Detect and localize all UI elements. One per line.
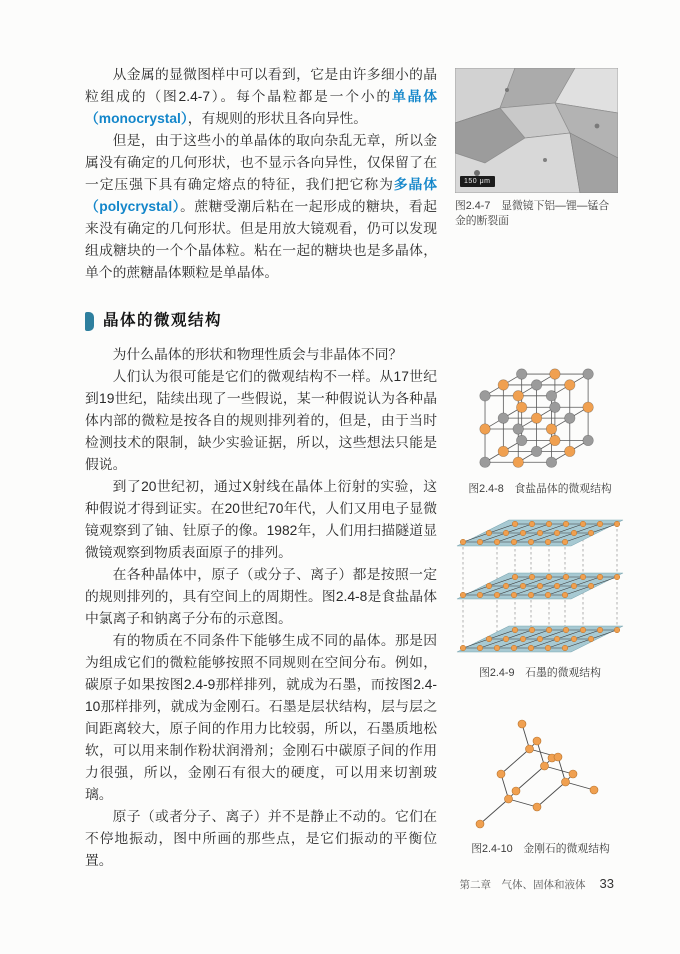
page-number: 33: [599, 876, 614, 891]
paragraph-periodicity: 在各种晶体中，原子（或分子、离子）都是按照一定的规则排列的，具有空间上的周期性。图2.4-8是食盐晶体中氯离子和钠离子分布的示意图。: [85, 567, 437, 626]
paragraph-vibration: 原子（或者分子、离子）并不是静止不动的。它们在不停地振动，图中所画的那些点，是它们振动的平衡位置。: [85, 809, 437, 868]
page-footer: [460, 876, 614, 892]
text-run: 。蔗糖受潮后粘在一起形成的糖块，看起来没有确定的几何形状。但是用放大镜观看，仍可以发现组成糖块的一个个晶体粒。粘在一起的糖块也是多晶体，单个的蔗糖晶体颗粒是单晶体。: [85, 199, 437, 280]
paragraph-carbon-forms: 有的物质在不同条件下能够生成不同的晶体。那是因为组成它们的微粒能够按照不同规则在空间分布。例如，碳原子如果按图2.4-9那样排列，就成为石墨，而按图2.4-10那样排列，就成为金刚石。石墨是层状结构，层与层之间距离较大，原子间的作用力比较弱，所以，石墨质地松软，可以用来制作粉状润滑剂；金刚石中碳原子间的作用力很强，所以，金刚石有很大的硬度，可以用来切割玻璃。: [85, 633, 437, 802]
term-polycrystal-cn: 多晶体: [393, 177, 438, 192]
term-monocrystal-cn: 单晶体: [392, 89, 438, 104]
figure-caption: 图2.4-8 食盐晶体的微观结构: [468, 483, 612, 495]
figure-diamond-lattice: [463, 696, 618, 857]
micrograph-image: [455, 68, 618, 193]
diamond-structure-diagram: [466, 696, 616, 836]
figure-salt-lattice: [465, 350, 615, 497]
term-polycrystal-en: （polycrystal）: [85, 199, 181, 214]
paragraph-hypothesis: 人们认为很可能是它们的微观结构不一样。从17世纪到19世纪，陆续出现了一些假说，某一种假说认为各种晶体内部的微粒是按各自的规则排列着的，但是，由于当时检测技术的限制，缺少实验证据，所以，这些想法只能是假说。: [85, 369, 437, 472]
term-monocrystal-en: （monocrystal）: [85, 111, 188, 126]
chapter-label: 第二章 气体、固体和液体: [459, 879, 586, 891]
text-run: 但是，由于这些小的单晶体的取向杂乱无章，所以金属没有确定的几何形状，也不显示各向异性，仅保留了在一定压强下具有确定熔点的特征，我们把它称为: [85, 133, 437, 192]
section-marker-icon: [85, 312, 94, 331]
salt-lattice-diagram: [470, 350, 610, 476]
section-title: 晶体的微观结构: [103, 312, 223, 329]
body-text-column: [85, 64, 437, 872]
micrograph-graphic: [455, 68, 618, 193]
paragraph-question: 为什么晶体的形状和物理性质会与非晶体不同？: [112, 347, 403, 362]
section-header: [85, 310, 437, 332]
paragraph-xray: 到了20世纪初，通过X射线在晶体上衍射的实验，这种假说才得到证实。在20世纪70年代，人们又用电子显微镜观察到了铀、钍原子的像。1982年，人们用扫描隧道显微镜观察到物质表面原子的排列。: [85, 479, 437, 560]
graphite-structure-diagram: [455, 504, 625, 660]
figure-caption: 图2.4-7 显微镜下铝—锂—锰合金的断裂面: [455, 200, 610, 227]
figure-graphite-layers: [455, 504, 625, 681]
paragraph-monocrystal: [85, 64, 437, 130]
text-run: 从金属的显微图样中可以看到，它是由许多细小的晶粒组成的（图2.4-7）。每个晶粒都是一个小的: [85, 67, 437, 104]
figure-caption: 图2.4-9 石墨的微观结构: [479, 667, 601, 679]
figure-caption: 图2.4-10 金刚石的微观结构: [471, 843, 610, 855]
paragraph-polycrystal: [85, 130, 437, 284]
text-run: ，有规则的形状且各向异性。: [187, 111, 368, 126]
scale-label: 150 μm: [460, 176, 495, 187]
figure-alloy-micrograph: [455, 68, 618, 229]
